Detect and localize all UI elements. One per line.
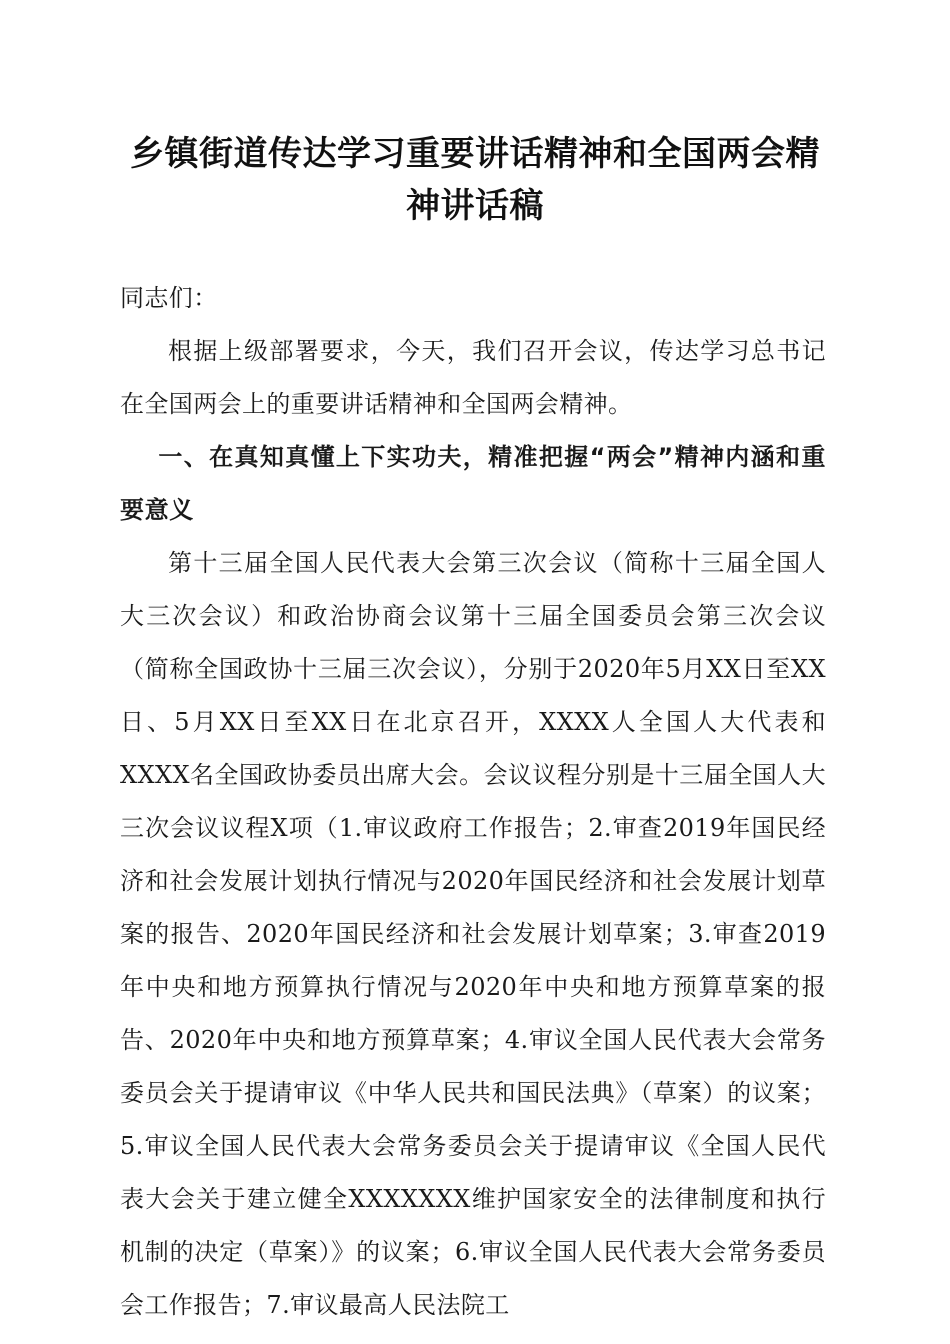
document-title (95, 128, 855, 232)
section-1-heading: 一、在真知真懂上下实功夫，精准把握“两会”精神内涵和重要意义 (120, 443, 826, 524)
salutation: 同志们： (120, 284, 218, 312)
document-title-line-2: 神讲话稿 (406, 186, 544, 226)
intro-paragraph: 根据上级部署要求，今天，我们召开会议，传达学习总书记在全国两会上的重要讲话精神和全国两会精神。 (120, 337, 826, 418)
document-title-line-1: 乡镇街道传达学习重要讲话精神和全国两会精 (130, 134, 820, 174)
section-1-paragraph: 第十三届全国人民代表大会第三次会议（简称十三届全国人大三次会议）和政治协商会议第十三届全国委员会第三次会议（简称全国政协十三届三次会议），分别于2020年5月XX日至XX日、5月XX日至XX日在北京召开，XXXX人全国人大代表和XXXX名全国政协委员出席大会。会议议程分别是十三届全国人大三次会议议程X项（1.审议政府工作报告；2.审查2019年国民经济和社会发展计划执行情况与2020年国民经济和社会发展计划草案的报告、2020年国民经济和社会发展计划草案；3.审查2019年中央和地方预算执行情况与2020年中央和地方预算草案的报告、2020年中央和地方预算草案；4.审议全国人民代表大会常务委员会关于提请审议《中华人民共和国民法典》（草案）的议案；5.审议全国人民代表大会常务委员会关于提请审议《全国人民代表大会关于建立健全XXXXXXX维护国家安全的法律制度和执行机制的决定（草案）》的议案；6.审议全国人民代表大会常务委员会工作报告；7.审议最高人民法院工 (120, 549, 826, 1319)
document-body (120, 272, 826, 1332)
